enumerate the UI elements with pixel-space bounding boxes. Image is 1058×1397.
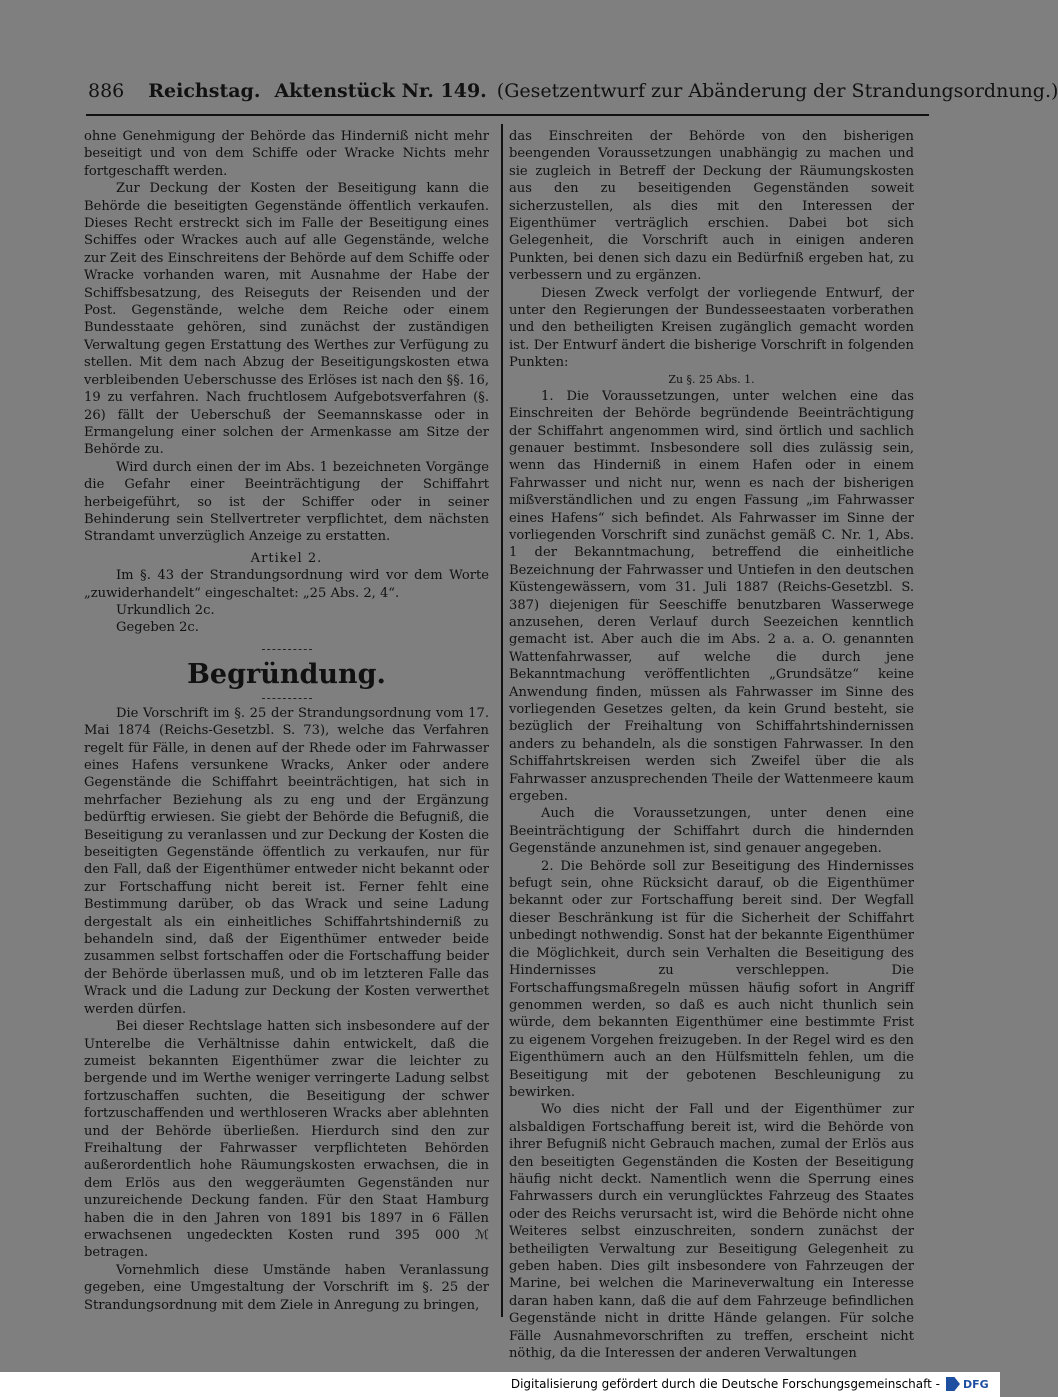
paragraph: Auch die Voraussetzungen, unter denen eine Beeinträchtigung der Schiffahrt durch die hindernden Gegenstände anzunehmen ist, sind genauer angegeben. bbox=[509, 806, 914, 857]
section-heading: Begründung. bbox=[187, 658, 386, 690]
paragraph: Im §. 43 der Strandungsordnung wird vor dem Worte „zuwiderhandelt“ eingeschaltet: „25 Abs. 2, 4“. bbox=[84, 568, 489, 601]
header-rule bbox=[86, 114, 929, 116]
heading-divider bbox=[262, 698, 312, 699]
paragraph: Zur Deckung der Kosten der Beseitigung kann die Behörde die beseitigten Gegenstände öffentlich verkaufen. Dieses Recht erstreckt sich im Falle der Beseitigung eines Schiffes oder Wrackes auch auf alle Gegenstände, welche zur Zeit des Einschreitens der Behörde auf dem Schiffe oder Wracke vorhanden waren, mit Ausnahme der Habe der Schiffsbesatzung, des Reiseguts der Reisenden und der Post. Gegenstände, welche dem Reiche oder einem Bundesstaate gehören, sind zunächst der zuständigen Verwaltung gegen Erstattung des Werthes zur Verfügung zu stellen. Mit dem nach Abzug der Beseitigungskosten etwa verbleibenden Ueberschusse des Erlöses ist nach den §§. 16, 19 zu verfahren. Nach fruchtlosem Aufgebotsverfahren (§. 26) fällt der Ueberschuß der Seemannskasse oder in Ermangelung einer solchen der Armenkasse am Sitze der Behörde zu. bbox=[84, 181, 489, 458]
gegeben-line: Gegeben 2c. bbox=[116, 620, 199, 636]
paragraph: Die Vorschrift im §. 25 der Strandungsordnung vom 17. Mai 1874 (Reichs-Gesetzbl. S. 73), welche das Verfahren regelt für Fälle, in denen auf der Rhede oder im Fahrwasser eines Hafens versunkene Wracks, Anker oder andere Gegenstände die Schiffahrt beeinträchtigen, hat sich in mehrfacher Beziehung als zu eng und der Ergänzung bedürftig erwiesen. Sie giebt der Behörde die Befugniß, die Beseitigung zu veranlassen und zur Deckung der Kosten die beseitigten Gegenstände öffentlich zu verkaufen, nur für den Fall, daß der Eigenthümer entweder nicht bekannt oder zur Fortschaffung nicht bereit ist. Ferner fehlt eine Bestimmung darüber, ob das Wrack und seine Ladung dergestalt als ein einheitliches Schiffahrtshinderniß zu behandeln sind, daß der Eigenthümer entweder beide zusammen selbst fortschaffen oder die Fortschaffung beider der Behörde überlassen muß, und ob im letzteren Falle das Wrack und die Ladung zur Deckung der Kosten verwerthet werden dürfen. bbox=[84, 705, 489, 1017]
header-subtitle: (Gesetzentwurf zur Abänderung der Strandungsordnung.) bbox=[496, 80, 1058, 102]
page-number: 886 bbox=[88, 80, 125, 102]
paragraph: 2. Die Behörde soll zur Beseitigung des Hindernisses befugt sein, ohne Rücksicht darauf, ob die Eigenthümer bekannt oder zur Fortschaffung bereit sind. Der Wegfall dieser Beschränkung ist für die Sicherheit der Schiffahrt unbedingt nothwendig. Sonst hat der bekannte Eigenthümer die Möglichkeit, durch sein Verhalten die Beseitigung des Hindernisses zu verschleppen. Die Fortschaffungsmaßregeln müssen häufig sofort in Angriff genommen werden, so daß es auch nicht thunlich sein würde, dem bekannten Eigenthümer eine bestimmte Frist zu eigenem Vorgehen freizugeben. In der Regel wird es den Eigenthümern auch an den Hülfsmitteln fehlen, um die Beseitigung mit der gebotenen Beschleunigung zu bewirken. bbox=[509, 858, 914, 1100]
paragraph: ohne Genehmigung der Behörde das Hinderniß nicht mehr beseitigt und von dem Schiffe oder Wracke Nichts mehr fortgeschafft werden. bbox=[84, 129, 489, 179]
section-divider bbox=[262, 649, 312, 650]
left-column bbox=[84, 128, 489, 1314]
dfg-logo-icon bbox=[946, 1377, 960, 1391]
paragraph: 1. Die Voraussetzungen, unter welchen eine das Einschreiten der Behörde begründende Beeinträchtigung der Schiffahrt angenommen wird, sind örtlich und sachlich genauer bestimmt. Insbesondere soll dies zulässig sein, wenn das Hinderniß in einem Hafen oder in einem Fahrwasser und nicht nur, wenn es nach der bisherigen mißverständlichen und zu engen Fassung „im Fahrwasser eines Hafens“ sich befindet. Als Fahrwasser im Sinne der vorliegenden Vorschrift sind zunächst gemäß C. Nr. 1, Abs. 1 der Bekanntmachung, betreffend die einheitliche Bezeichnung der Fahrwasser und Untiefen in den deutschen Küstengewässern, vom 31. Juli 1887 (Reichs-Gesetzbl. S. 387) diejenigen für Seeschiffe benutzbaren Wasserwege anzusehen, deren Verlauf durch Seezeichen kenntlich gemacht ist. Aber auch die im Abs. 2 a. a. O. genannten Wattenfahrwasser, auf welche die durch jene Bekanntmachung veröffentlichten „Grundsätze“ keine Anwendung finden, müssen als Fahrwasser im Sinne des vorliegenden Gesetzes gelten, da kein Grund besteht, sie bezüglich der Freihaltung von Schiffahrtshindernissen anders zu behandeln, als die sonstigen Fahrwasser. In den Schiffahrtskreisen werden sich Zweifel über die als Fahrwasser anzusprechenden Theile der Wattenmeere kaum ergeben. bbox=[509, 388, 914, 805]
header-aktenstueck: Aktenstück Nr. 149. bbox=[274, 80, 487, 102]
subsection-heading: Zu §. 25 Abs. 1. bbox=[668, 372, 755, 386]
paragraph: Bei dieser Rechtslage hatten sich insbesondere auf der Unterelbe die Verhältnisse dahin entwickelt, daß die zumeist bekannten Eigenthümer zwar die leichter zu bergende und im Werthe weniger verringerte Ladung selbst fortzuschaffen suchten, die Beseitigung der schwer fortzuschaffenden und werthloseren Wracks aber ablehnten und der Behörde überließen. Hierdurch sind den zur Freihaltung der Fahrwasser verpflichteten Behörden außerordentlich hohe Räumungskosten erwachsen, die in dem Erlös aus den weggeräumten Gegenständen nur unzureichende Deckung fanden. Für den Staat Hamburg haben die in den Jahren von 1891 bis 1897 in 6 Fällen erwachsenen ungedeckten Kosten rund 395 000 ℳ betragen. bbox=[84, 1019, 489, 1261]
paragraph: Diesen Zweck verfolgt der vorliegende Entwurf, der unter den Regierungen der Bundesseestaaten vorberathen und den betheiligten Kreisen zugänglich gemacht worden ist. Der Entwurf ändert die bisherige Vorschrift in folgenden Punkten: bbox=[509, 285, 914, 371]
paragraph: Wird durch einen der im Abs. 1 bezeichneten Vorgänge die Gefahr einer Beeinträchtigung der Schiffahrt herbeigeführt, so ist der Schiffer oder in seiner Behinderung sein Stellvertreter verpflichtet, dem nächsten Strandamt unverzüglich Anzeige zu erstatten. bbox=[84, 459, 489, 545]
footer-bar bbox=[0, 1372, 1000, 1397]
paragraph: das Einschreiten der Behörde von den bisherigen beengenden Voraussetzungen unabhängig zu machen und sie zugleich in Betreff der Deckung der Räumungskosten aus den zu beseitigenden Gegenständen soweit sicherzustellen, als dies mit den Interessen der Eigenthümer verträglich erschien. Dabei bot sich Gelegenheit, die Vorschrift auch in einigen anderen Punkten, bei denen sich dazu ein Bedürfniß ergeben hat, zu verbessern und zu ergänzen. bbox=[509, 129, 914, 284]
footer-credit: Digitalisierung gefördert durch die Deutsche Forschungsgemeinschaft - bbox=[510, 1377, 940, 1391]
page-header bbox=[88, 80, 1058, 110]
right-column bbox=[509, 128, 914, 1362]
dfg-logo-text: DFG bbox=[963, 1377, 989, 1391]
dfg-logo[interactable] bbox=[946, 1376, 992, 1392]
paragraph: Wo dies nicht der Fall und der Eigenthümer zur alsbaldigen Fortschaffung bereit ist, wird die Behörde von ihrer Befugniß nicht Gebrauch machen, zumal der Erlös aus den beseitigten Gegenständen die Kosten der Beseitigung häufig nicht deckt. Namentlich wenn die Sperrung eines Fahrwassers durch ein verunglücktes Fahrzeug des Staates oder des Reichs verursacht ist, wird die Behörde nicht ohne Weiteres selbst einzuschreiten, sondern zunächst der betheiligten Verwaltung zur Beseitigung Gelegenheit zu geben haben. Dies gilt insbesondere von Fahrzeugen der Marine, bei welchen die Marineverwaltung ein Interesse daran haben kann, daß die auf dem Fahrzeuge befindlichen Gegenstände nicht in dritte Hände gelangen. Für solche Fälle Ausnahmevorschriften zu treffen, erscheint nicht nöthig, da die Interessen der anderen Verwaltungen bbox=[509, 1102, 914, 1362]
article-heading: Artikel 2. bbox=[250, 550, 323, 566]
urkundlich-line: Urkundlich 2c. bbox=[116, 602, 215, 618]
column-divider bbox=[501, 124, 503, 1317]
header-reichstag: Reichstag. bbox=[148, 80, 261, 102]
paragraph: Vornehmlich diese Umstände haben Veranlassung gegeben, eine Umgestaltung der Vorschrift im §. 25 der Strandungsordnung mit dem Ziele in Anregung zu bringen, bbox=[84, 1262, 489, 1313]
